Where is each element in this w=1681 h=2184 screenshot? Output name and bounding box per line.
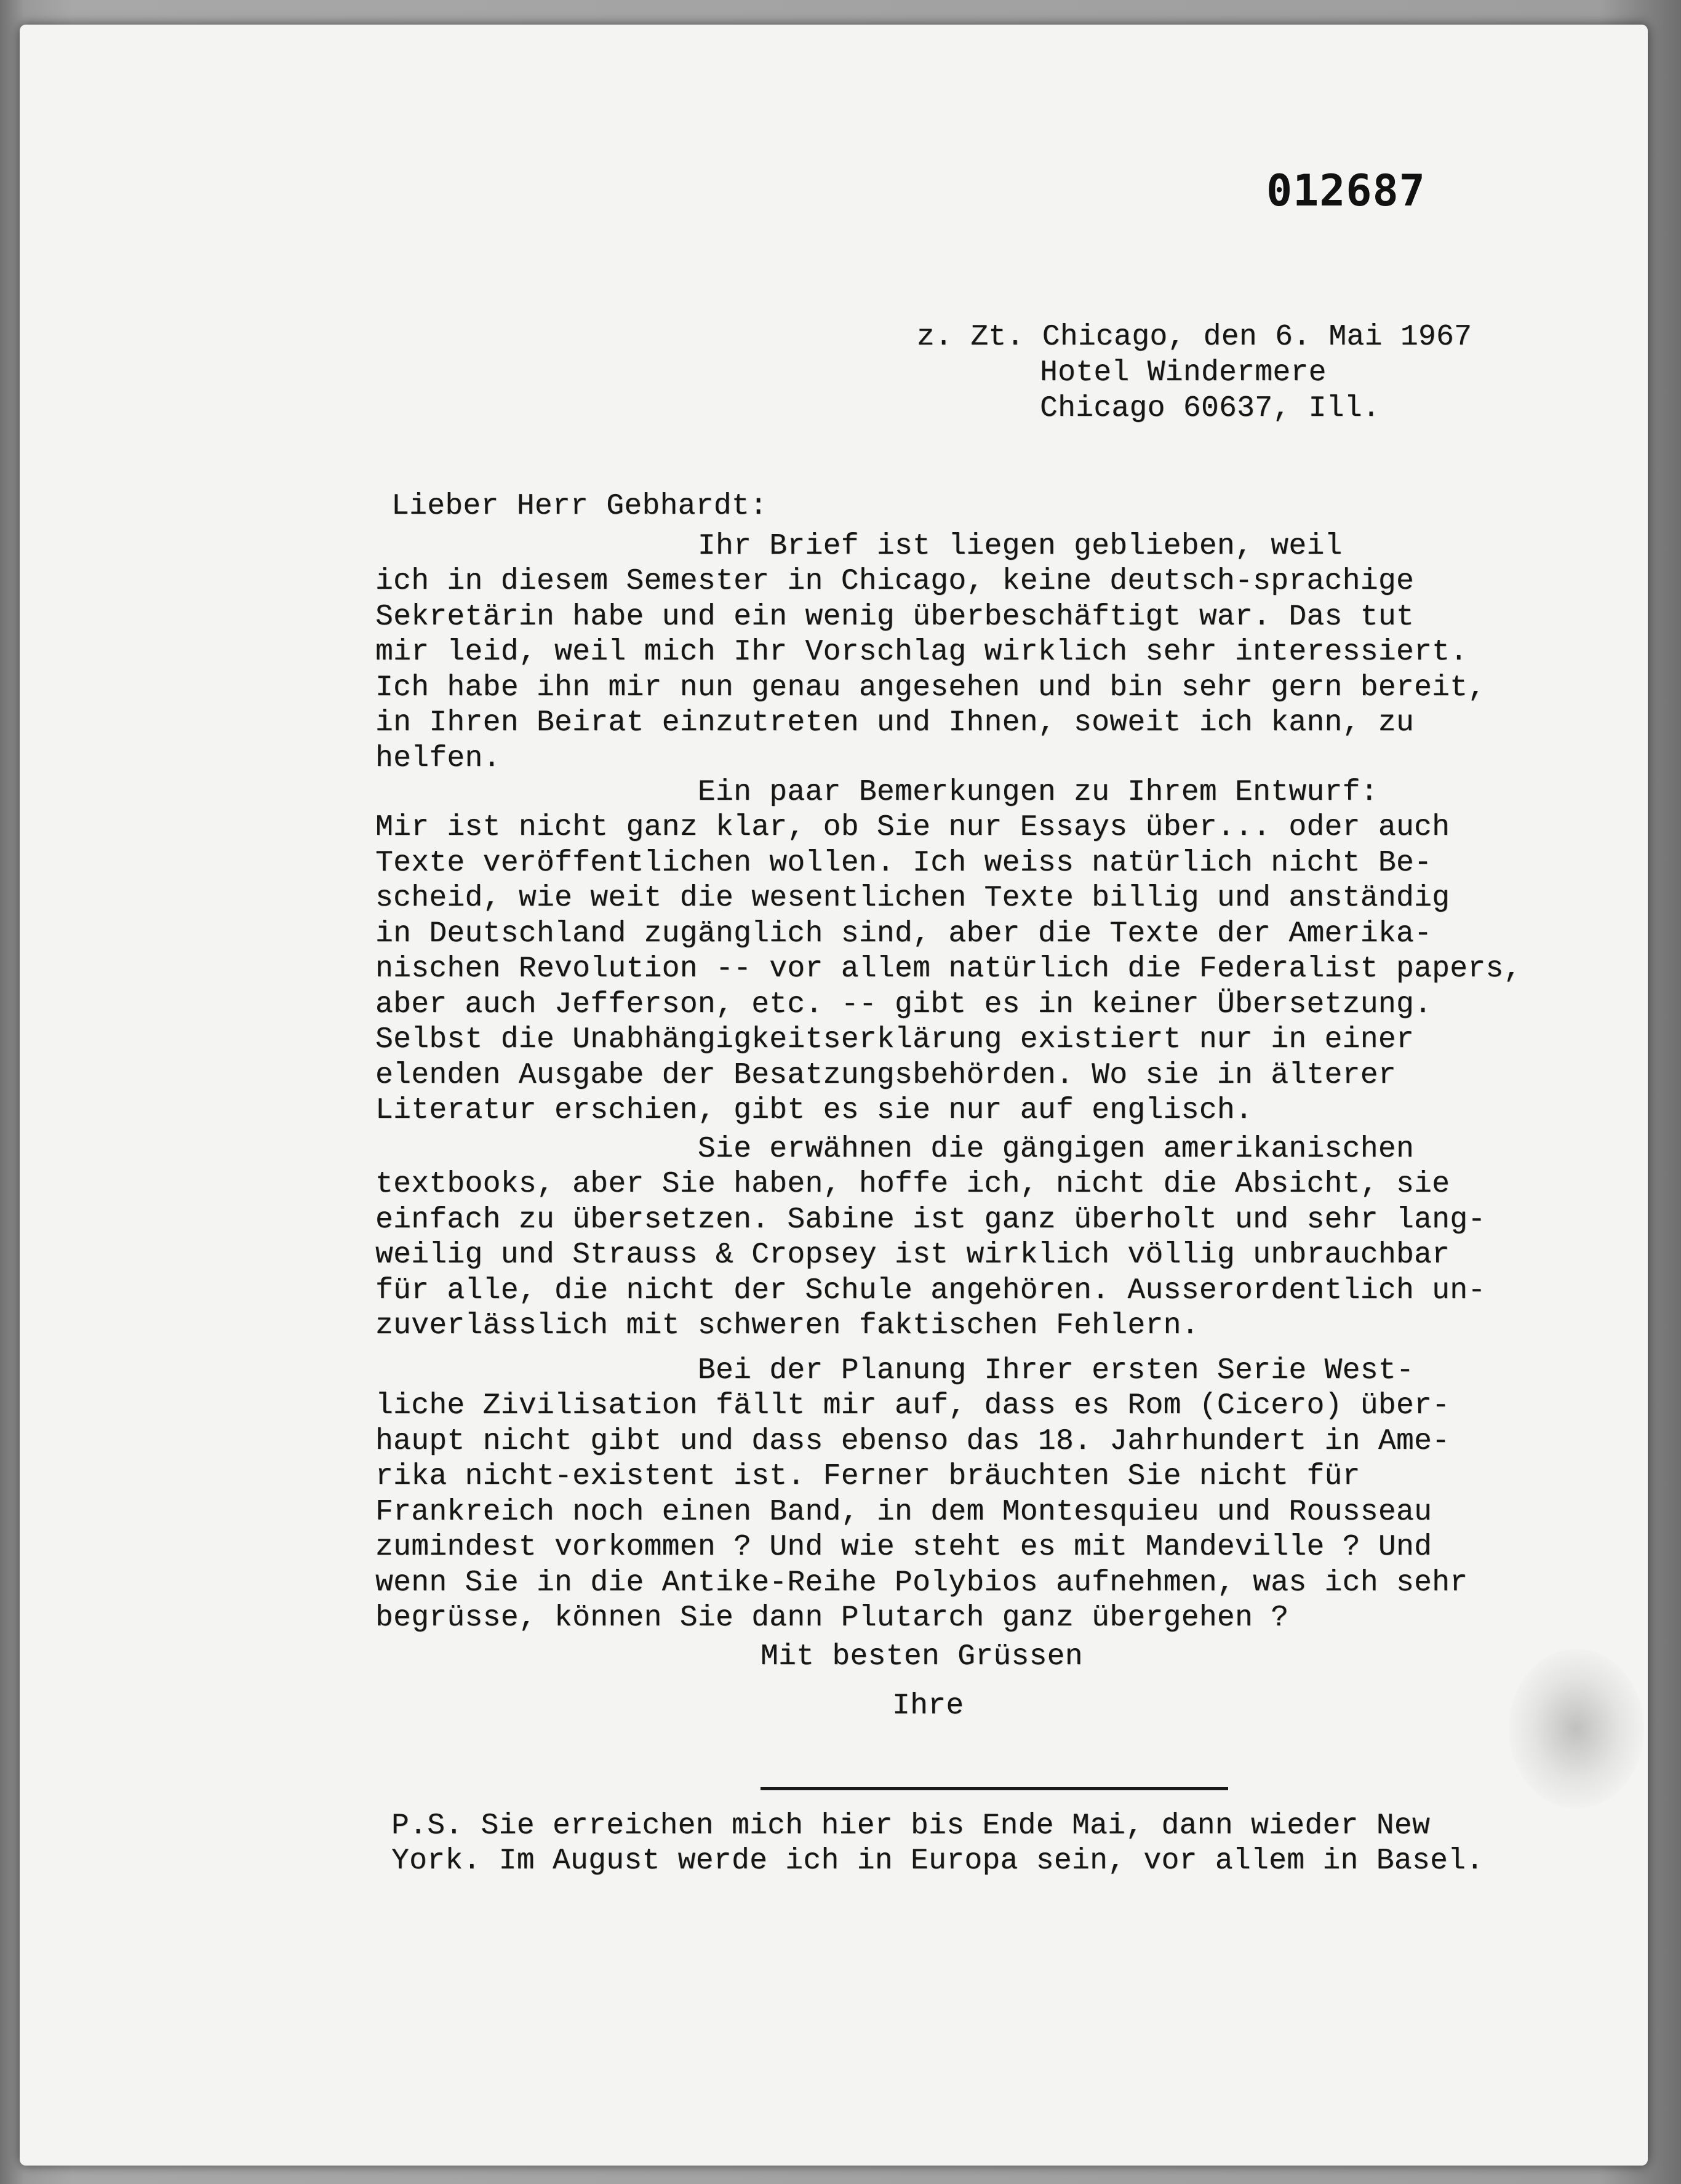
- document-number: 012687: [1266, 165, 1426, 216]
- paragraph-line: ich in diesem Semester in Chicago, keine deutsch-sprachige: [375, 565, 1415, 598]
- paragraph-line: in Deutschland zugänglich sind, aber die Texte der Amerika-: [375, 917, 1432, 951]
- paragraph-line: textbooks, aber Sie haben, hoffe ich, nicht die Absicht, sie: [375, 1168, 1450, 1201]
- closing-signoff: Ihre: [892, 1689, 964, 1723]
- paragraph-line: Bei der Planung Ihrer ersten Serie West-: [375, 1354, 1415, 1387]
- paragraph-line: rika nicht-existent ist. Ferner bräuchten Sie nicht für: [375, 1460, 1360, 1493]
- paragraph-line: mir leid, weil mich Ihr Vorschlag wirklich sehr interessiert.: [375, 636, 1468, 669]
- paragraph-line: zumindest vorkommen ? Und wie steht es mit Mandeville ? Und: [375, 1531, 1432, 1564]
- paragraph-line: haupt nicht gibt und dass ebenso das 18. Jahrhundert in Ame-: [375, 1425, 1450, 1458]
- paragraph-line: Mir ist nicht ganz klar, ob Sie nur Essays über... oder auch: [375, 811, 1450, 844]
- paragraph-line: Sie erwähnen die gängigen amerikanischen: [375, 1133, 1415, 1166]
- paragraph-line: elenden Ausgabe der Besatzungsbehörden. Wo sie in älterer: [375, 1059, 1396, 1092]
- city-line: Chicago 60637, Ill.: [1040, 392, 1380, 425]
- paragraph-line: Sekretärin habe und ein wenig überbeschäftigt war. Das tut: [375, 600, 1415, 634]
- paragraph-line: in Ihren Beirat einzutreten und Ihnen, soweit ich kann, zu: [375, 706, 1415, 739]
- closing-greeting: Mit besten Grüssen: [761, 1640, 1083, 1673]
- paragraph-line: begrüsse, können Sie dann Plutarch ganz übergehen ?: [375, 1601, 1289, 1635]
- paragraph-line: Literatur erschien, gibt es sie nur auf englisch.: [375, 1094, 1253, 1127]
- paragraph-line: scheid, wie weit die wesentlichen Texte billig und anständig: [375, 882, 1450, 915]
- paragraph-line: helfen.: [375, 742, 501, 775]
- paragraph-line: Ihr Brief ist liegen geblieben, weil: [375, 530, 1343, 563]
- paragraph-line: Ein paar Bemerkungen zu Ihrem Entwurf:: [375, 776, 1378, 809]
- paragraph-line: liche Zivilisation fällt mir auf, dass es Rom (Cicero) über-: [375, 1389, 1450, 1422]
- paragraph-line: zuverlässlich mit schweren faktischen Fehlern.: [375, 1309, 1199, 1342]
- paragraph-line: Frankreich noch einen Band, in dem Montesquieu und Rousseau: [375, 1496, 1432, 1529]
- paragraph-line: einfach zu übersetzen. Sabine ist ganz überholt und sehr lang-: [375, 1203, 1486, 1237]
- paragraph-line: Ich habe ihn mir nun genau angesehen und bin sehr gern bereit,: [375, 671, 1486, 704]
- paragraph-line: weilig und Strauss & Cropsey ist wirklich völlig unbrauchbar: [375, 1238, 1450, 1272]
- paper-smudge: [1509, 1649, 1644, 1809]
- paragraph-line: Selbst die Unabhängigkeitserklärung existiert nur in einer: [375, 1023, 1415, 1056]
- paragraph-line: nischen Revolution -- vor allem natürlich die Federalist papers,: [375, 952, 1522, 986]
- signature-line: [761, 1787, 1228, 1790]
- postscript-line: York. Im August werde ich in Europa sein, vor allem in Basel.: [391, 1844, 1484, 1878]
- paragraph-line: aber auch Jefferson, etc. -- gibt es in keiner Übersetzung.: [375, 988, 1432, 1021]
- paragraph-line: für alle, die nicht der Schule angehören. Ausserordentlich un-: [375, 1274, 1486, 1307]
- postscript-line: P.S. Sie erreichen mich hier bis Ende Mai, dann wieder New: [391, 1809, 1431, 1843]
- place-date-line: z. Zt. Chicago, den 6. Mai 1967: [917, 321, 1472, 354]
- hotel-line: Hotel Windermere: [1040, 356, 1327, 389]
- paragraph-line: Texte veröffentlichen wollen. Ich weiss natürlich nicht Be-: [375, 847, 1432, 880]
- paragraph-line: wenn Sie in die Antike-Reihe Polybios aufnehmen, was ich sehr: [375, 1566, 1468, 1600]
- salutation: Lieber Herr Gebhardt:: [391, 490, 768, 523]
